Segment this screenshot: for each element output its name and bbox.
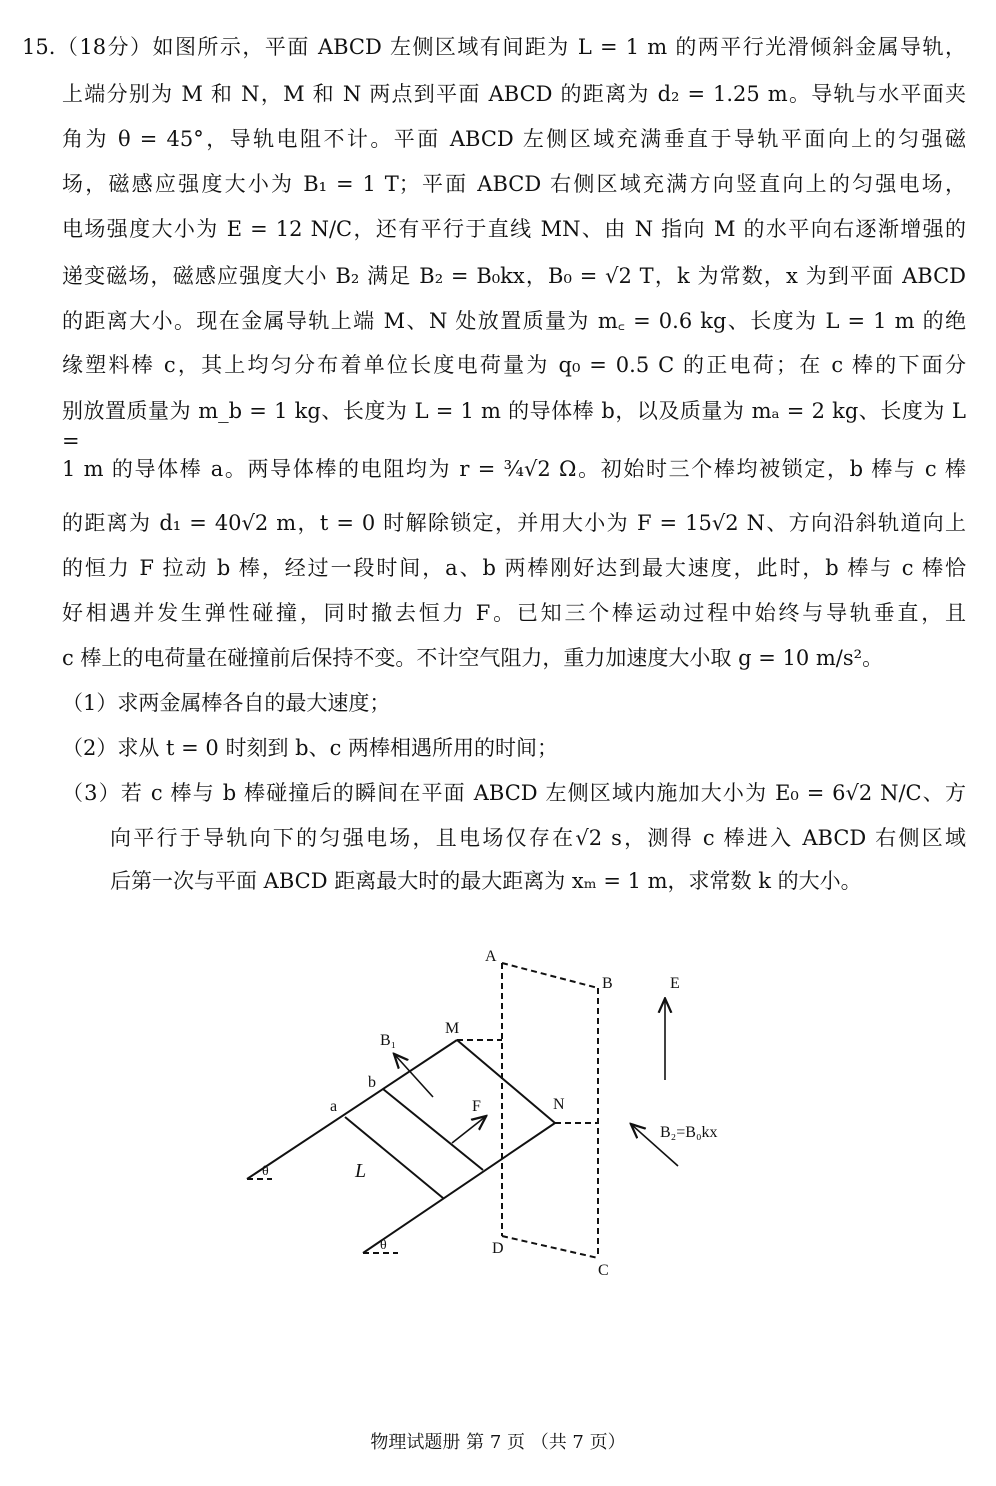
question-line: 的距离为 d₁ = 40√2 m，t = 0 时解除锁定，并用大小为 F = 15√2 N、方向沿斜轨道向上	[62, 511, 966, 535]
question-line: c 棒上的电荷量在碰撞前后保持不变。不计空气阻力，重力加速度大小取 g = 10 m/s²。	[62, 646, 884, 670]
label-theta-upper: θ	[262, 1164, 269, 1179]
sub-question-3-cont: 向平行于导轨向下的匀强电场，且电场仅存在√2 s，测得 c 棒进入 ABCD 右侧区域	[110, 826, 966, 850]
rod-a	[345, 1117, 443, 1198]
sub-question-3: （3）若 c 棒与 b 棒碰撞后的瞬间在平面 ABCD 左侧区域内施加大小为 E₀ = 6√2 N/C、方	[62, 781, 966, 805]
f-arrow	[452, 1117, 485, 1143]
question-line: 场，磁感应强度大小为 B₁ = 1 T；平面 ABCD 右侧区域充满方向竖直向上的匀强电场，	[62, 172, 966, 196]
question-line: 1 m 的导体棒 a。两导体棒的电阻均为 r = ¾√2 Ω。初始时三个棒均被锁定，b 棒与 c 棒	[62, 457, 966, 481]
label-theta-lower: θ	[380, 1238, 387, 1253]
label-n: N	[553, 1096, 565, 1113]
label-rod-b: b	[368, 1074, 376, 1091]
label-e: E	[670, 975, 680, 992]
label-b-point: B	[602, 975, 613, 992]
upper-rail	[247, 1040, 457, 1179]
label-l: L	[355, 1160, 367, 1182]
question-line: 15.（18分）如图所示，平面 ABCD 左侧区域有间距为 L = 1 m 的两平行光滑倾斜金属导轨，	[22, 35, 966, 59]
sub-question-2: （2）求从 t = 0 时刻到 b、c 两棒相遇所用的时间；	[62, 736, 559, 760]
question-line: 的距离大小。现在金属导轨上端 M、N 处放置质量为 m꜀ = 0.6 kg、长度为 L = 1 m 的绝	[62, 309, 966, 333]
question-line: 好相遇并发生弹性碰撞，同时撤去恒力 F。已知三个棒运动过程中始终与导轨垂直，且	[62, 601, 966, 625]
page-footer: 物理试题册 第 7 页 （共 7 页）	[370, 1432, 626, 1453]
question-line: 别放置质量为 m_b = 1 kg、长度为 L = 1 m 的导体棒 b，以及质量为 mₐ = 2 kg、长度为 L =	[62, 399, 966, 453]
b1-arrow	[395, 1055, 433, 1097]
question-line: 角为 θ = 45°，导轨电阻不计。平面 ABCD 左侧区域充满垂直于导轨平面向上的匀强磁	[62, 127, 966, 151]
sub-question-3-cont: 后第一次与平面 ABCD 距离最大时的最大距离为 xₘ = 1 m，求常数 k 的大小。	[110, 869, 862, 893]
lower-rail	[363, 1123, 555, 1253]
label-b1: B₁	[380, 1032, 397, 1049]
question-line: 的恒力 F 拉动 b 棒，经过一段时间，a、b 两棒刚好达到最大速度，此时，b 棒与 c 棒恰	[62, 556, 966, 580]
label-b2: B₂=B₀kx	[660, 1124, 718, 1141]
question-line: 上端分别为 M 和 N，M 和 N 两点到平面 ABCD 的距离为 d₂ = 1.25 m。导轨与水平面夹	[62, 82, 966, 106]
question-line: 递变磁场，磁感应强度大小 B₂ 满足 B₂ = B₀kx，B₀ = √2 T，k 为常数，x 为到平面 ABCD	[62, 264, 966, 288]
label-d-point: D	[492, 1240, 504, 1257]
sub-question-1: （1）求两金属棒各自的最大速度；	[62, 691, 391, 715]
label-c-point: C	[598, 1262, 609, 1279]
question-line: 电场强度大小为 E = 12 N/C，还有平行于直线 MN、由 N 指向 M 的水平向右逐渐增强的	[62, 217, 966, 241]
question-line: 缘塑料棒 c，其上均匀分布着单位长度电荷量为 q₀ = 0.5 C 的正电荷；在 c 棒的下面分	[62, 353, 966, 377]
label-m: M	[445, 1020, 460, 1037]
label-rod-a: a	[330, 1098, 338, 1115]
label-f: F	[472, 1098, 481, 1115]
label-a-point: A	[485, 948, 497, 965]
